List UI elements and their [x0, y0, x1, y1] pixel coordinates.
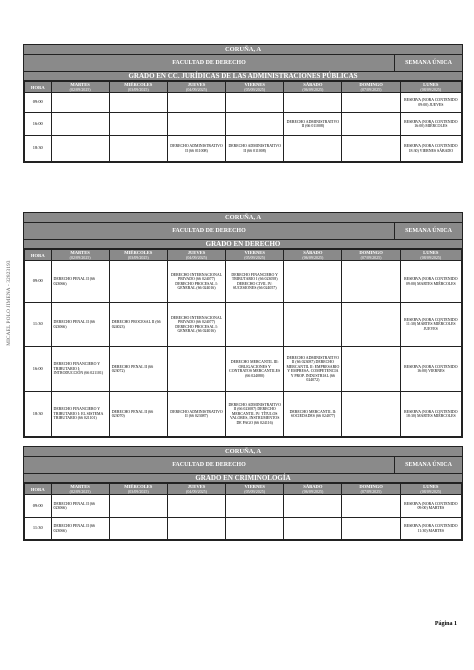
- page-number: Página 1: [434, 621, 457, 627]
- reserve-cell: RESERVA (NORA CONTENIDO 09:00) MARTES MIÉRCOLES: [400, 261, 461, 303]
- class-cell: DERECHO PROCESAL II (66 024023): [109, 303, 167, 347]
- class-cell: [51, 136, 109, 162]
- class-cell: DERECHO PENAL II (66 023070): [109, 392, 167, 437]
- faculty-name: FACULTAD DE DERECHO: [24, 457, 395, 473]
- class-cell: [342, 303, 400, 347]
- faculty-row: [24, 55, 462, 72]
- table-row: [25, 261, 462, 303]
- class-cell: [342, 113, 400, 136]
- day-column-header: [167, 484, 225, 495]
- day-name: SÁBADO: [303, 250, 323, 255]
- reserve-cell: RESERVA (NORA CONTENIDO 09:00) MARTES: [400, 495, 461, 518]
- week-label: SEMANA ÚNICA: [395, 55, 462, 71]
- class-cell: [342, 347, 400, 392]
- table-row: [25, 303, 462, 347]
- class-cell: [226, 113, 284, 136]
- schedule-block: [23, 212, 463, 438]
- class-cell: DERECHO ADMINISTRATIVO II (66 011008): [226, 136, 284, 162]
- day-name: VIERNES: [244, 250, 265, 255]
- day-name: LUNES: [423, 82, 439, 87]
- day-column-header: [400, 484, 461, 495]
- day-name: DOMINGO: [359, 484, 383, 489]
- day-name: MIÉRCOLES: [124, 82, 153, 87]
- day-column-header: [51, 82, 109, 93]
- class-cell: [109, 113, 167, 136]
- timetable: [24, 249, 462, 437]
- day-date: (04/09/2025): [186, 489, 207, 494]
- day-column-header: [342, 82, 400, 93]
- day-column-header: [342, 484, 400, 495]
- faculty-row: [24, 457, 462, 474]
- class-cell: [284, 303, 342, 347]
- day-name: SÁBADO: [303, 484, 323, 489]
- hour-cell: 09:00: [25, 495, 52, 518]
- hour-cell: 18:30: [25, 392, 52, 437]
- hour-cell: 16:00: [25, 347, 52, 392]
- table-row: [25, 136, 462, 162]
- reserve-cell: RESERVA (NORA CONTENIDO 09:00) JUEVES: [400, 93, 461, 113]
- day-date: (04/09/2025): [186, 255, 207, 260]
- table-row: [25, 347, 462, 392]
- day-name: JUEVES: [187, 82, 206, 87]
- table-row: [25, 518, 462, 540]
- class-cell: DERECHO PENAL II (66 023066): [51, 261, 109, 303]
- day-column-header: [400, 82, 461, 93]
- day-name: MIÉRCOLES: [124, 250, 153, 255]
- class-cell: [226, 303, 284, 347]
- day-column-header: [226, 82, 284, 93]
- class-cell: DERECHO PENAL II (66 023066): [51, 518, 109, 540]
- reserve-cell: RESERVA (NORA CONTENIDO 11:30) MARTES: [400, 518, 461, 540]
- hour-cell: 11:30: [25, 303, 52, 347]
- degree-title: GRADO EN CC. JURÍDICAS DE LAS ADMINISTRACIONES PÚBLICAS: [24, 72, 462, 81]
- week-label: SEMANA ÚNICA: [395, 223, 462, 239]
- day-date: (02/09/2025): [69, 87, 91, 92]
- faculty-name: FACULTAD DE DERECHO: [24, 55, 395, 71]
- class-cell: [342, 93, 400, 113]
- week-label: SEMANA ÚNICA: [395, 457, 462, 473]
- day-name: MARTES: [70, 82, 90, 87]
- schedule-block: [23, 44, 463, 163]
- class-cell: [284, 518, 342, 540]
- day-column-header: [342, 250, 400, 261]
- class-cell: [167, 93, 225, 113]
- table-row: [25, 495, 462, 518]
- class-cell: DERECHO ADMINISTRATIVO II (66 011008): [167, 136, 225, 162]
- class-cell: DERECHO INTERNACIONAL PRIVADO (66 024077) DERECHO PROCESAL I: GENERAL (66 024016): [167, 261, 225, 303]
- day-name: MARTES: [70, 484, 90, 489]
- class-cell: [51, 93, 109, 113]
- hour-cell: 16:00: [25, 113, 52, 136]
- day-column-header: [109, 250, 167, 261]
- class-cell: [284, 261, 342, 303]
- day-name: VIERNES: [244, 82, 265, 87]
- class-cell: [342, 518, 400, 540]
- day-date: (04/09/2025): [186, 87, 207, 92]
- class-cell: DERECHO PENAL II (66 023066): [51, 495, 109, 518]
- day-date: (03/09/2025): [127, 255, 149, 260]
- class-cell: DERECHO PENAL II (66 023072): [109, 347, 167, 392]
- day-date: (07/09/2025): [360, 255, 382, 260]
- day-name: LUNES: [423, 250, 439, 255]
- faculty-name: FACULTAD DE DERECHO: [24, 223, 395, 239]
- class-cell: [109, 93, 167, 113]
- day-name: DOMINGO: [359, 250, 383, 255]
- day-column-header: [167, 250, 225, 261]
- day-date: (05/09/2025): [244, 489, 266, 494]
- class-cell: [342, 392, 400, 437]
- day-date: (06/09/2025): [302, 87, 324, 92]
- day-name: DOMINGO: [359, 82, 383, 87]
- day-column-header: [400, 250, 461, 261]
- day-date: (02/09/2025): [69, 255, 91, 260]
- class-cell: [284, 136, 342, 162]
- faculty-row: [24, 223, 462, 240]
- day-name: VIERNES: [244, 484, 265, 489]
- class-cell: [226, 93, 284, 113]
- reserve-cell: RESERVA (NORA CONTENIDO 18:30) VIERNES SÁBADO: [400, 136, 461, 162]
- day-date: (08/09/2025): [420, 489, 442, 494]
- day-date: (03/09/2025): [127, 87, 149, 92]
- day-date: (06/09/2025): [302, 255, 324, 260]
- timetable: [24, 81, 462, 162]
- day-column-header: [51, 484, 109, 495]
- class-cell: [342, 136, 400, 162]
- table-row: [25, 392, 462, 437]
- reserve-cell: RESERVA (NORA CONTENIDO 16:00) VIERNES: [400, 347, 461, 392]
- class-cell: [109, 261, 167, 303]
- hour-cell: 09:00: [25, 261, 52, 303]
- hour-column-header: HORA: [25, 82, 52, 93]
- side-note: MICAEL POLO JIMENA - 32823193: [6, 260, 12, 346]
- table-row: [25, 93, 462, 113]
- hour-column-header: HORA: [25, 250, 52, 261]
- class-cell: [226, 495, 284, 518]
- schedule-block: [23, 446, 463, 541]
- class-cell: DERECHO INTERNACIONAL PRIVADO (66 024077) DERECHO PROCESAL I: GENERAL (66 024016): [167, 303, 225, 347]
- degree-title: GRADO EN DERECHO: [24, 240, 462, 249]
- day-column-header: [284, 82, 342, 93]
- table-row: [25, 113, 462, 136]
- city-header: CORUÑA, A: [24, 213, 462, 223]
- class-cell: DERECHO ADMINISTRATIVO II (66 011008): [284, 113, 342, 136]
- city-header: CORUÑA, A: [24, 45, 462, 55]
- reserve-cell: RESERVA (NORA CONTENIDO 11:30) MARTES MIÉRCOLES JUEVES: [400, 303, 461, 347]
- class-cell: [284, 93, 342, 113]
- city-header: CORUÑA, A: [24, 447, 462, 457]
- day-column-header: [51, 250, 109, 261]
- day-name: LUNES: [423, 484, 439, 489]
- day-name: JUEVES: [187, 484, 206, 489]
- hour-cell: 11:30: [25, 518, 52, 540]
- day-column-header: [226, 484, 284, 495]
- day-column-header: [109, 82, 167, 93]
- class-cell: DERECHO FINANCIERO Y TRIBUTARIO I: INTRODUCCIÓN (66 021101): [51, 347, 109, 392]
- day-column-header: [109, 484, 167, 495]
- class-cell: [109, 518, 167, 540]
- day-date: (02/09/2025): [69, 489, 91, 494]
- reserve-cell: RESERVA (NORA CONTENIDO 16:00) MIÉRCOLES: [400, 113, 461, 136]
- class-cell: DERECHO PENAL II (66 023066): [51, 303, 109, 347]
- day-name: MIÉRCOLES: [124, 484, 153, 489]
- day-column-header: [226, 250, 284, 261]
- class-cell: DERECHO MERCANTIL II: SOCIEDADES (66 024077): [284, 392, 342, 437]
- day-column-header: [284, 484, 342, 495]
- hour-cell: 09:00: [25, 93, 52, 113]
- class-cell: [226, 518, 284, 540]
- class-cell: [167, 113, 225, 136]
- hour-column-header: HORA: [25, 484, 52, 495]
- class-cell: DERECHO FINANCIERO Y TRIBUTARIO I: EL SISTEMA TRIBUTARIO (66 021101): [51, 392, 109, 437]
- class-cell: [167, 495, 225, 518]
- class-cell: DERECHO ADMINISTRATIVO II (66 023087) DERECHO MERCANTIL IV: TÍTULOS VALORES, INSTRUMENTOS DE PAGO (66 024116): [226, 392, 284, 437]
- class-cell: [51, 113, 109, 136]
- class-cell: DERECHO FINANCIERO Y TRIBUTARIO I (66 023058) DERECHO CIVIL IV: SUCESIONES (66 024057): [226, 261, 284, 303]
- day-date: (05/09/2025): [244, 87, 266, 92]
- hour-cell: 18:30: [25, 136, 52, 162]
- day-date: (05/09/2025): [244, 255, 266, 260]
- day-date: (07/09/2025): [360, 489, 382, 494]
- reserve-cell: RESERVA (NORA CONTENIDO 18:30) MARTES MIÉRCOLES: [400, 392, 461, 437]
- day-name: SÁBADO: [303, 82, 323, 87]
- day-date: (07/09/2025): [360, 87, 382, 92]
- day-name: JUEVES: [187, 250, 206, 255]
- day-name: MARTES: [70, 250, 90, 255]
- class-cell: [109, 136, 167, 162]
- class-cell: DERECHO ADMINISTRATIVO II (66 023087): [167, 392, 225, 437]
- day-date: (08/09/2025): [420, 255, 442, 260]
- day-date: (06/09/2025): [302, 489, 324, 494]
- side-watermark: [2, 218, 16, 388]
- day-date: (08/09/2025): [420, 87, 442, 92]
- degree-title: GRADO EN CRIMINOLOGÍA: [24, 474, 462, 483]
- class-cell: [342, 495, 400, 518]
- class-cell: [342, 261, 400, 303]
- timetable: [24, 483, 462, 540]
- class-cell: [284, 495, 342, 518]
- class-cell: DERECHO ADMINISTRATIVO II (66 023087) DERECHO MERCANTIL II: EMPRESARIO Y EMPRESA. COMPETENCIA Y PROP. INDUSTRIAL (66 024072): [284, 347, 342, 392]
- day-column-header: [284, 250, 342, 261]
- class-cell: [167, 518, 225, 540]
- class-cell: DERECHO MERCANTIL III: OBLIGACIONES Y CONTRATOS MERCANTILES (66 024080): [226, 347, 284, 392]
- class-cell: [109, 495, 167, 518]
- day-column-header: [167, 82, 225, 93]
- day-date: (03/09/2025): [127, 489, 149, 494]
- class-cell: [167, 347, 225, 392]
